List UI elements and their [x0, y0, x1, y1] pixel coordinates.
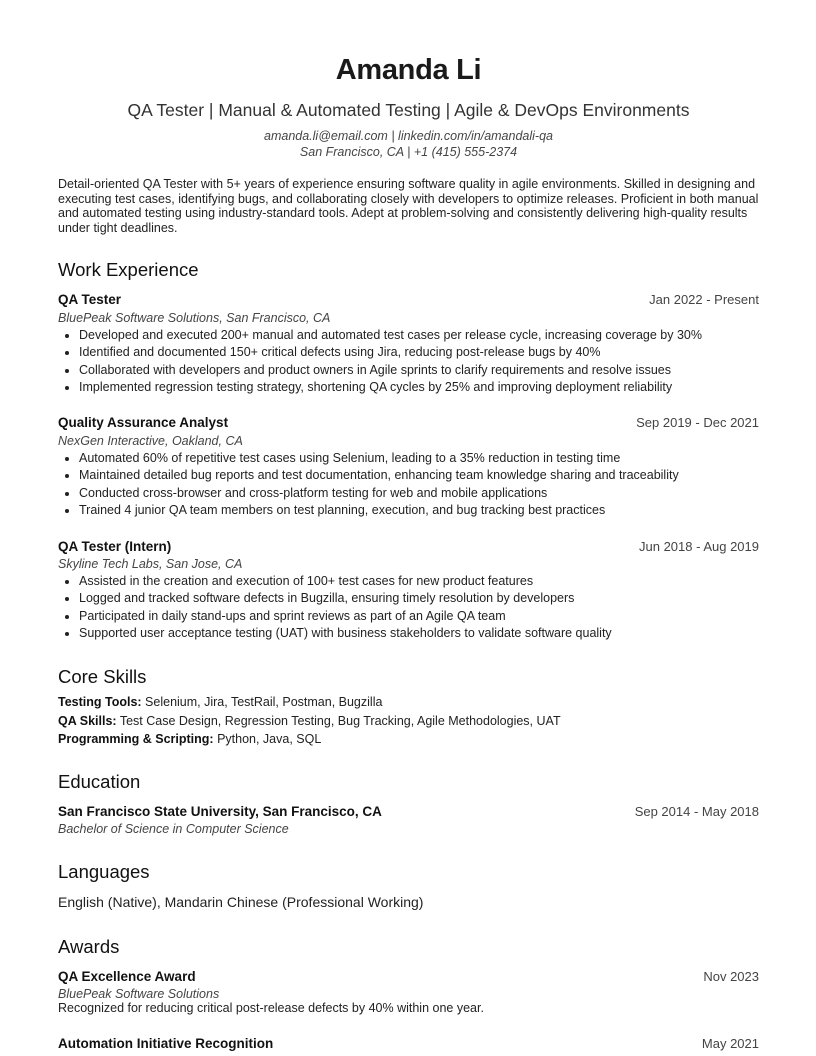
award-organization: BluePeak Software Solutions — [58, 987, 220, 1001]
job-dates: Jun 2018 - Aug 2019 — [639, 539, 759, 554]
education-school: San Francisco State University, San Francisco, CA — [58, 804, 382, 819]
job-company: NexGen Interactive, Oakland, CA — [58, 434, 243, 448]
job-bullet: Maintained detailed bug reports and test documentation, enhancing team knowledge sharing and traceability — [58, 467, 759, 484]
languages-list: English (Native), Mandarin Chinese (Professional Working) — [58, 894, 424, 910]
job-company: BluePeak Software Solutions, San Francisco, CA — [58, 311, 331, 325]
candidate-name: Amanda Li — [335, 54, 482, 86]
job-title: QA Tester — [58, 292, 122, 307]
skill-line-qa-skills — [58, 712, 561, 730]
award-date: May 2021 — [701, 1036, 759, 1051]
skill-value: Python, Java, SQL — [217, 732, 322, 746]
job-bullets — [58, 450, 759, 519]
job-bullet: Identified and documented 150+ critical defects using Jira, reducing post-release bugs by 40% — [58, 344, 759, 361]
education-degree: Bachelor of Science in Computer Science — [58, 822, 289, 836]
professional-summary: Detail-oriented QA Tester with 5+ years of experience ensuring software quality in agile environments. Skilled in designing and executing test cases, identifying bugs, and collaborating closely with developers to optimize releases. Proficient in both manual and automated testing using industry-standard tools. Adept at problem-solving and consistently delivering high-quality results under tight deadlines. — [58, 177, 759, 235]
award-date: Nov 2023 — [703, 969, 759, 984]
job-title: QA Tester (Intern) — [58, 539, 172, 554]
contact-line-location-phone: San Francisco, CA | +1 (415) 555-2374 — [299, 145, 518, 159]
job-bullet: Supported user acceptance testing (UAT) with business stakeholders to validate software quality — [58, 625, 759, 642]
job-dates: Jan 2022 - Present — [649, 292, 759, 307]
education-dates: Sep 2014 - May 2018 — [634, 804, 759, 819]
job-bullet: Trained 4 junior QA team members on test planning, execution, and bug tracking best practices — [58, 502, 759, 519]
skill-value: Selenium, Jira, TestRail, Postman, Bugzilla — [145, 695, 383, 709]
job-bullet: Collaborated with developers and product owners in Agile sprints to clarify requirements and resolve issues — [58, 362, 759, 379]
job-bullet: Participated in daily stand-ups and sprint reviews as part of an Agile QA team — [58, 608, 759, 625]
job-bullets — [58, 327, 759, 396]
award-description: Recognized for reducing critical post-release defects by 40% within one year. — [58, 1001, 484, 1015]
section-title-core-skills: Core Skills — [58, 666, 147, 687]
award-title: QA Excellence Award — [58, 969, 196, 984]
contact-line-email-linkedin: amanda.li@email.com | linkedin.com/in/amandali-qa — [264, 129, 553, 143]
section-title-education: Education — [58, 771, 141, 792]
skill-line-programming — [58, 730, 321, 748]
job-bullet: Logged and tracked software defects in Bugzilla, ensuring timely resolution by developers — [58, 590, 759, 607]
skill-label: Programming & Scripting: — [58, 732, 214, 746]
job-title: Quality Assurance Analyst — [58, 415, 229, 430]
job-bullet: Developed and executed 200+ manual and automated test cases per release cycle, increasing coverage by 30% — [58, 327, 759, 344]
job-dates: Sep 2019 - Dec 2021 — [636, 415, 759, 430]
skill-line-testing-tools — [58, 693, 382, 711]
job-bullet: Conducted cross-browser and cross-platform testing for web and mobile applications — [58, 485, 759, 502]
job-bullet: Implemented regression testing strategy, shortening QA cycles by 25% and improving deployment reliability — [58, 379, 759, 396]
resume-page — [58, 0, 759, 1056]
headline: QA Tester | Manual & Automated Testing | Agile & DevOps Environments — [127, 100, 690, 120]
skill-label: QA Skills: — [58, 714, 117, 728]
award-title: Automation Initiative Recognition — [58, 1036, 274, 1051]
section-title-awards: Awards — [58, 936, 120, 957]
job-bullet: Automated 60% of repetitive test cases using Selenium, leading to a 35% reduction in testing time — [58, 450, 759, 467]
section-title-languages: Languages — [58, 861, 150, 882]
section-title-work-experience: Work Experience — [58, 259, 199, 280]
job-company: Skyline Tech Labs, San Jose, CA — [58, 557, 243, 571]
skill-value: Test Case Design, Regression Testing, Bug Tracking, Agile Methodologies, UAT — [119, 714, 561, 728]
job-bullets — [58, 573, 759, 642]
skill-label: Testing Tools: — [58, 695, 142, 709]
job-bullet: Assisted in the creation and execution of 100+ test cases for new product features — [58, 573, 759, 590]
